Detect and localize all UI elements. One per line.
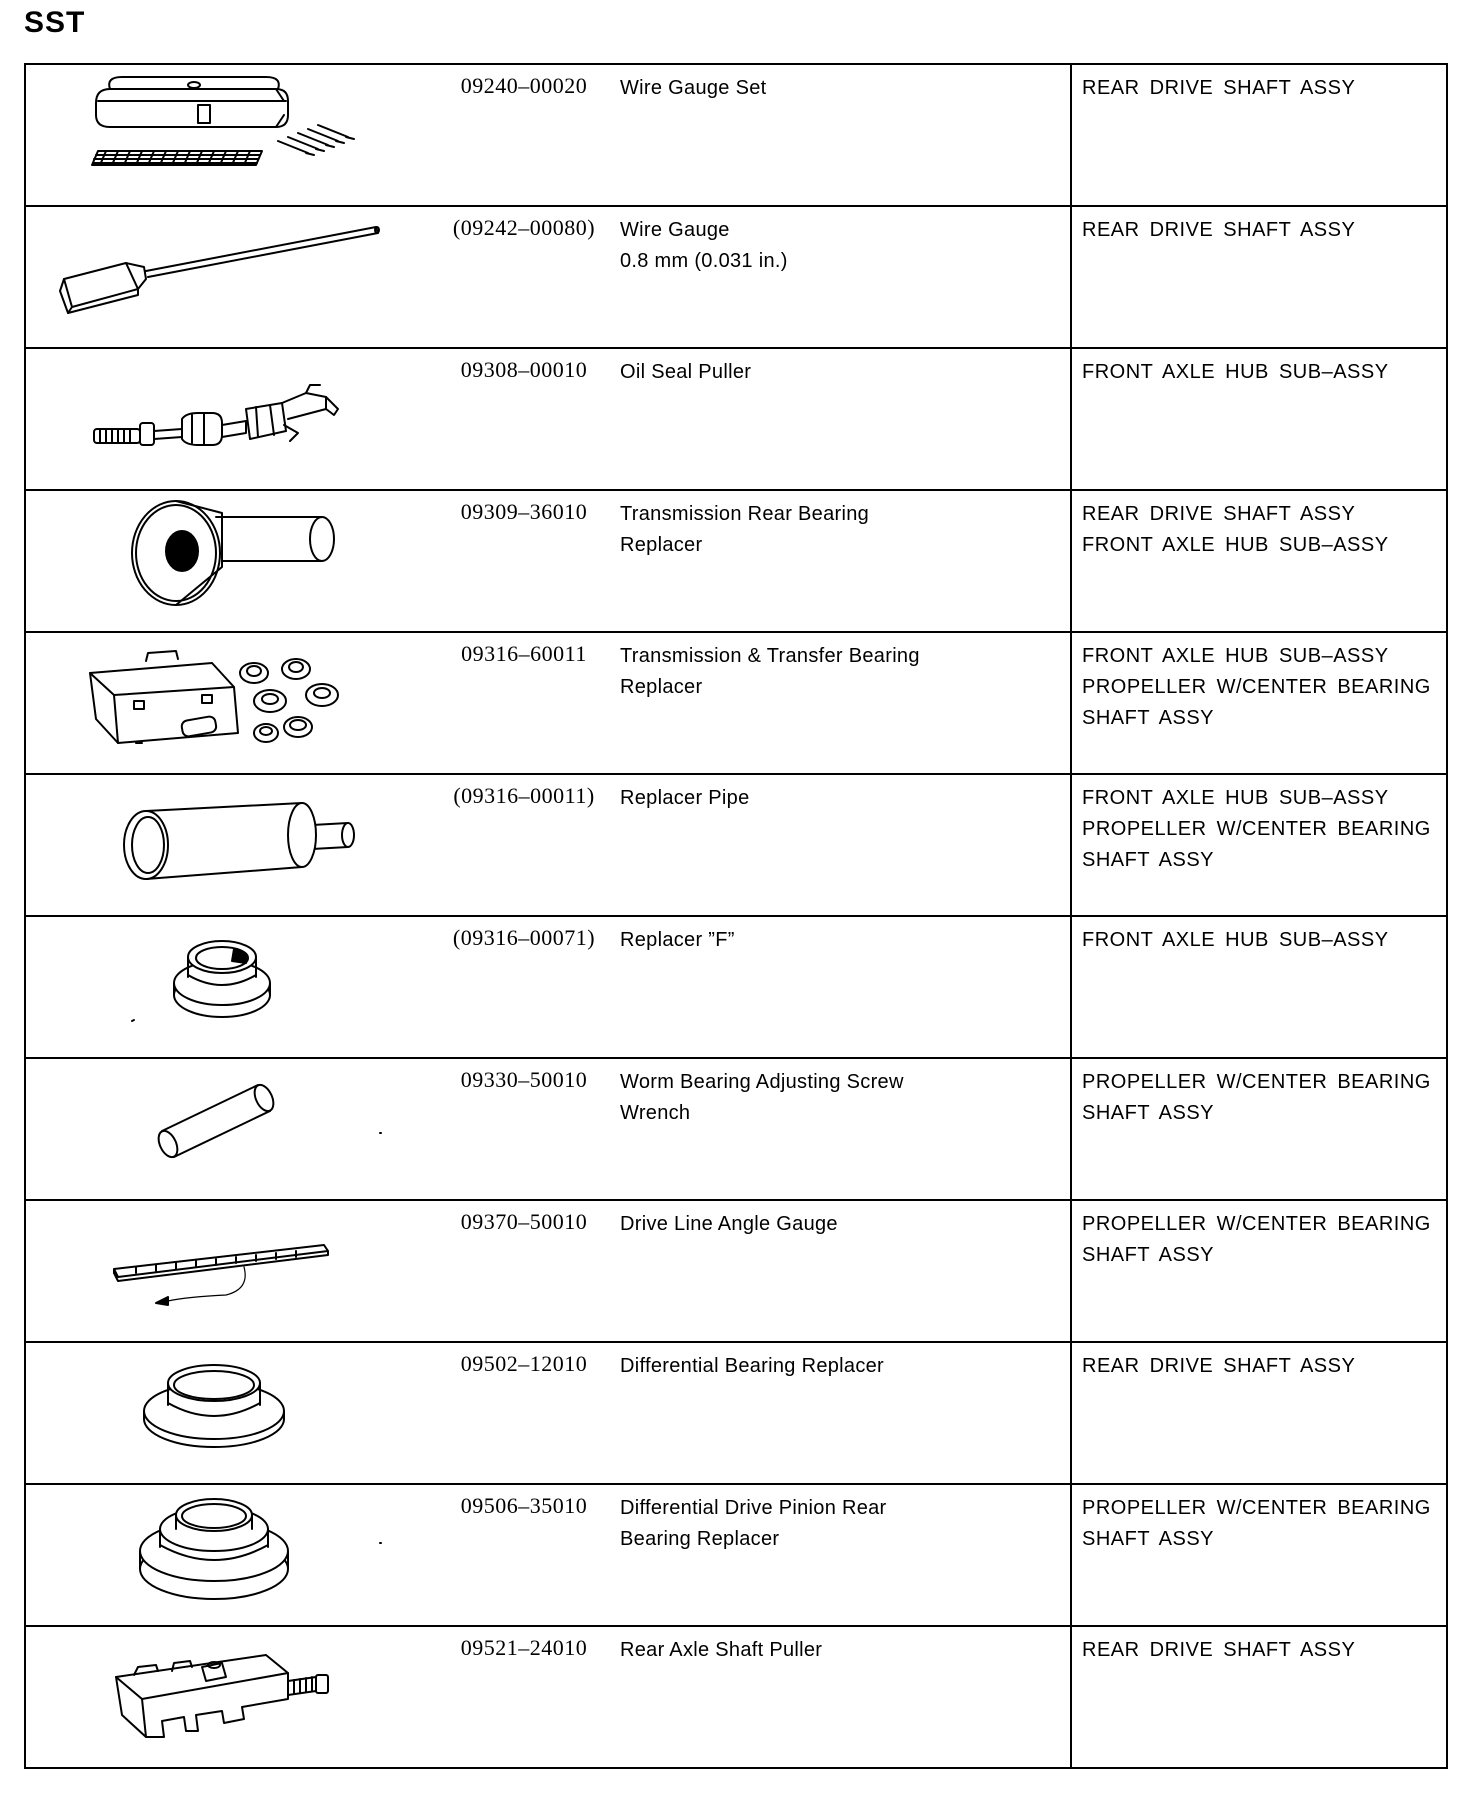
tool-image-cell — [25, 1058, 434, 1200]
tool-image-cell — [25, 916, 434, 1058]
tool-image-cell — [25, 632, 434, 774]
tool-name: Replacer ”F” — [620, 929, 735, 951]
page-title: SST — [24, 6, 86, 39]
tool-name: Oil Seal Puller — [620, 361, 752, 383]
axle-shaft-puller-icon — [26, 1627, 434, 1767]
part-number: 09308–00010 — [460, 357, 588, 382]
tool-name: Rear Axle Shaft Puller — [620, 1639, 823, 1661]
use-section: FRONT AXLE HUB SUB–ASSY PROPELLER W/CENTER BEARING SHAFT ASSY — [1082, 645, 1431, 729]
tool-name: Transmission Rear Bearing Replacer — [620, 503, 870, 556]
tool-name: Differential Bearing Replacer — [620, 1355, 885, 1377]
tool-image-cell — [25, 206, 434, 348]
part-number: (09316–00071) — [452, 925, 596, 950]
part-number: 09506–35010 — [460, 1493, 588, 1518]
wire-gauge-icon — [26, 207, 434, 347]
table-row — [25, 1342, 1447, 1484]
wire-gauge-set-icon — [26, 65, 434, 205]
tool-name: Replacer Pipe — [620, 787, 750, 809]
table-row — [25, 632, 1447, 774]
tool-name: Wire Gauge Set — [620, 77, 767, 99]
table-row — [25, 774, 1447, 916]
tool-image-cell — [25, 64, 434, 206]
tool-image-cell — [25, 1626, 434, 1768]
part-number: (09242–00080) — [452, 215, 596, 240]
use-section: REAR DRIVE SHAFT ASSY — [1082, 1355, 1356, 1377]
tool-image-cell — [25, 348, 434, 490]
table-row — [25, 1200, 1447, 1342]
bearing-replacer-icon — [26, 491, 434, 631]
use-section: REAR DRIVE SHAFT ASSY — [1082, 1639, 1356, 1661]
part-number: 09502–12010 — [460, 1351, 588, 1376]
use-section: PROPELLER W/CENTER BEARING SHAFT ASSY — [1082, 1497, 1431, 1550]
tool-image-cell — [25, 1200, 434, 1342]
use-section: FRONT AXLE HUB SUB–ASSY — [1082, 361, 1389, 383]
part-number: (09316–00011) — [453, 783, 595, 808]
use-section: FRONT AXLE HUB SUB–ASSY — [1082, 929, 1389, 951]
part-number: 09370–50010 — [460, 1209, 588, 1234]
table-row — [25, 1058, 1447, 1200]
tool-name: Drive Line Angle Gauge — [620, 1213, 838, 1235]
replacer-f-icon — [26, 917, 434, 1057]
use-section: REAR DRIVE SHAFT ASSY — [1082, 77, 1356, 99]
tool-image-cell — [25, 1342, 434, 1484]
part-number: 09316–60011 — [461, 641, 587, 666]
tool-name: Worm Bearing Adjusting Screw Wrench — [620, 1071, 904, 1124]
tool-name: Differential Drive Pinion Rear Bearing Replacer — [620, 1497, 887, 1550]
sst-table — [24, 63, 1448, 1769]
table-row — [25, 206, 1447, 348]
tool-image-cell — [25, 490, 434, 632]
part-number: 09240–00020 — [460, 73, 588, 98]
table-row — [25, 348, 1447, 490]
table-row — [25, 490, 1447, 632]
differential-bearing-replacer-icon — [26, 1343, 434, 1483]
use-section: REAR DRIVE SHAFT ASSY FRONT AXLE HUB SUB–ASSY — [1082, 503, 1389, 556]
part-number: 09309–36010 — [460, 499, 588, 524]
tool-name: Transmission & Transfer Bearing Replacer — [620, 645, 920, 698]
table-row — [25, 64, 1447, 206]
tool-image-cell — [25, 774, 434, 916]
oil-seal-puller-icon — [26, 349, 434, 489]
part-number: 09521–24010 — [460, 1635, 588, 1660]
table-row — [25, 1626, 1447, 1768]
replacer-set-icon — [26, 633, 434, 773]
use-section: PROPELLER W/CENTER BEARING SHAFT ASSY — [1082, 1213, 1431, 1266]
part-number: 09330–50010 — [460, 1067, 588, 1092]
replacer-pipe-icon — [26, 775, 434, 915]
use-section: REAR DRIVE SHAFT ASSY — [1082, 219, 1356, 241]
pinion-bearing-replacer-icon — [26, 1485, 434, 1625]
use-section: PROPELLER W/CENTER BEARING SHAFT ASSY — [1082, 1071, 1431, 1124]
table-row — [25, 916, 1447, 1058]
angle-gauge-icon — [26, 1201, 434, 1341]
screw-wrench-icon — [26, 1059, 434, 1199]
tool-name: Wire Gauge 0.8 mm (0.031 in.) — [620, 219, 788, 272]
table-row — [25, 1484, 1447, 1626]
use-section: FRONT AXLE HUB SUB–ASSY PROPELLER W/CENTER BEARING SHAFT ASSY — [1082, 787, 1431, 871]
tool-image-cell — [25, 1484, 434, 1626]
